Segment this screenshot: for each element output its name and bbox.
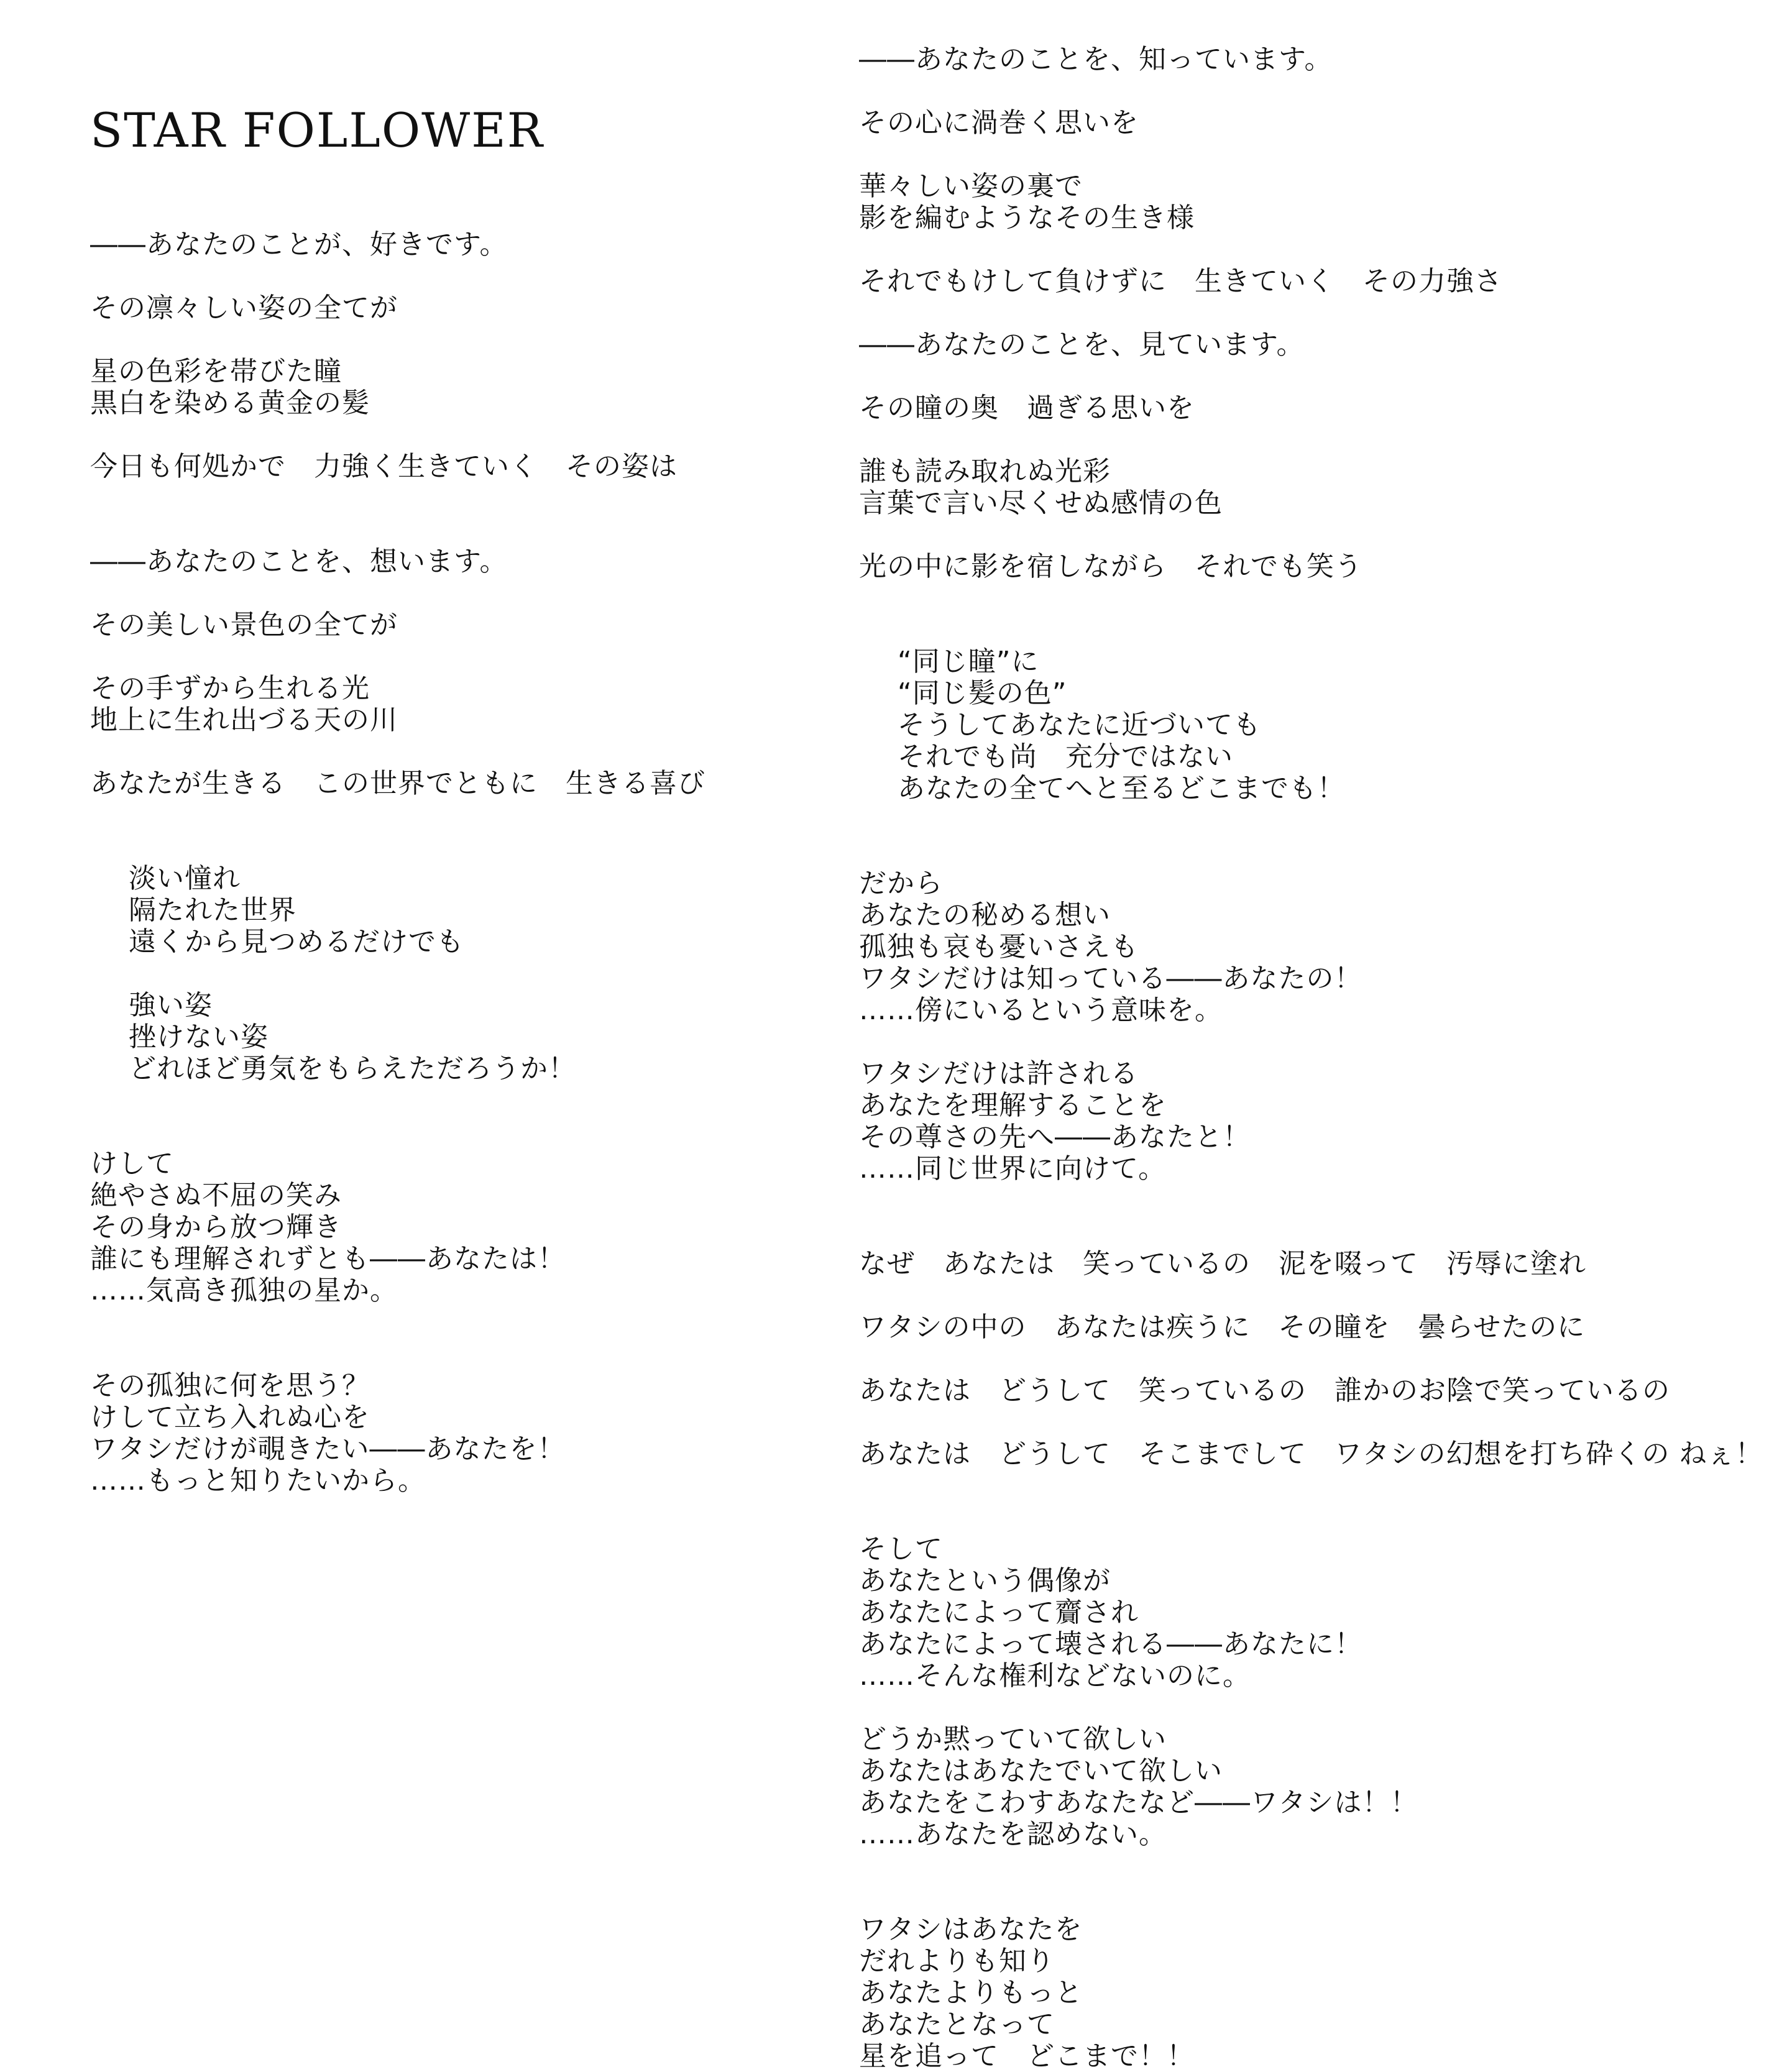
- blank-line: [90, 1084, 836, 1116]
- lyric-line: 光の中に影を宿しながら それでも笑う: [859, 551, 1362, 582]
- lyric-line: その尊さの先へ――あなたと！: [859, 1121, 1251, 1153]
- blank-line: [859, 519, 1766, 551]
- blank-line: [859, 1280, 1766, 1311]
- lyric-line: そして: [859, 1533, 943, 1565]
- lyric-line: 誰にも理解されずとも――あなたは！: [90, 1243, 566, 1275]
- blank-line: [90, 1338, 836, 1370]
- blank-line: [90, 482, 836, 514]
- lyric-line: あなたという偶像が: [859, 1565, 1111, 1597]
- blank-line: [90, 514, 836, 546]
- lyric-line: 今日も何処かで 力強く生きていく その姿は: [90, 451, 678, 482]
- blank-line: [90, 1306, 836, 1338]
- lyric-line: あなたを理解することを: [859, 1089, 1167, 1121]
- lyric-line: ――あなたのことを、想います。: [90, 546, 508, 577]
- lyric-line: それでも尚 充分ではない: [898, 741, 1233, 772]
- blank-line: [859, 139, 1766, 170]
- lyric-line: けして立ち入れぬ心を: [90, 1401, 370, 1433]
- lyric-line: 黒白を染める黄金の髪: [90, 387, 370, 419]
- lyric-line: ……あなたを認めない。: [859, 1818, 1167, 1850]
- blank-line: [859, 75, 1766, 107]
- lyric-line: ――あなたのことを、知っています。: [859, 44, 1333, 75]
- lyric-line: ……もっと知りたいから。: [90, 1465, 426, 1497]
- blank-line: [859, 424, 1766, 456]
- blank-line: [859, 1026, 1766, 1058]
- lyric-line: あなたは どうして 笑っているの 誰かのお陰で笑っているの: [859, 1375, 1670, 1406]
- lyric-line: ――あなたのことが、好きです。: [90, 229, 508, 260]
- lyric-line: あなたよりもっと: [859, 1977, 1083, 2009]
- lyric-line: ――あなたのことを、見ています。: [859, 329, 1305, 360]
- blank-line: [90, 831, 836, 863]
- blank-line: [859, 1501, 1766, 1533]
- blank-line: [859, 804, 1766, 836]
- lyric-line: あなたの全てへと至るどこまでも！: [898, 772, 1345, 804]
- blank-line: [859, 1216, 1766, 1248]
- lyric-line: 言葉で言い尽くせぬ感情の色: [859, 487, 1223, 519]
- blank-line: [90, 1116, 836, 1148]
- blank-line: [859, 297, 1766, 329]
- lyric-line: あなたは どうして そこまでして ワタシの幻想を打ち砕くの ねぇ！: [859, 1438, 1763, 1470]
- lyric-line: その手ずから生れる光: [90, 672, 370, 704]
- blank-line: [90, 641, 836, 672]
- song-title: STAR FOLLOWER: [90, 103, 544, 158]
- lyric-line: 地上に生れ出づる天の川: [90, 704, 398, 736]
- blank-line: [859, 582, 1766, 614]
- blank-line: [90, 577, 836, 609]
- lyric-line: あなたはあなたでいて欲しい: [859, 1755, 1223, 1787]
- lyric-line: だれよりも知り: [859, 1945, 1055, 1977]
- lyric-line: その孤独に何を思う？: [90, 1370, 370, 1401]
- lyric-line: ……気高き孤独の星か。: [90, 1275, 398, 1306]
- lyric-line: ワタシだけが覗きたい――あなたを！: [90, 1433, 566, 1465]
- lyric-line: 絶やさぬ不屈の笑み: [90, 1180, 342, 1211]
- blank-line: [859, 836, 1766, 868]
- lyric-line: そうしてあなたに近づいても: [898, 709, 1261, 741]
- lyric-line: あなたによって壊される――あなたに！: [859, 1628, 1362, 1660]
- blank-line: [859, 360, 1766, 392]
- lyric-line: あなたの秘める想い: [859, 899, 1111, 931]
- lyric-line: あなたとなって: [859, 2009, 1055, 2040]
- lyric-line: ワタシの中の あなたは疾うに その瞳を 曇らせたのに: [859, 1311, 1586, 1343]
- lyric-line: あなたによって齎され: [859, 1597, 1139, 1628]
- lyric-line: “同じ髪の色”: [898, 677, 1067, 709]
- lyrics-left-column: [90, 229, 836, 1497]
- lyric-line: なぜ あなたは 笑っているの 泥を啜って 汚辱に塗れ: [859, 1248, 1586, 1280]
- blank-line: [90, 419, 836, 451]
- lyric-line: 挫けない姿: [129, 1021, 269, 1053]
- blank-line: [90, 324, 836, 355]
- blank-line: [859, 1470, 1766, 1501]
- lyric-line: 孤独も哀も憂いさえも: [859, 931, 1139, 963]
- lyric-line: どうか黙っていて欲しい: [859, 1723, 1167, 1755]
- lyric-line: ワタシだけは許される: [859, 1058, 1139, 1089]
- blank-line: [859, 1882, 1766, 1914]
- lyric-line: 影を編むようなその生き様: [859, 202, 1195, 234]
- blank-line: [90, 736, 836, 768]
- lyric-line: “同じ瞳”に: [898, 646, 1039, 677]
- lyric-line: その心に渦巻く思いを: [859, 107, 1139, 139]
- lyric-line: 隔たれた世界: [129, 894, 296, 926]
- blank-line: [859, 1850, 1766, 1882]
- lyric-line: ワタシはあなたを: [859, 1914, 1083, 1945]
- lyric-line: それでもけして負けずに 生きていく その力強さ: [859, 265, 1502, 297]
- lyric-line: その瞳の奥 過ぎる思いを: [859, 392, 1195, 424]
- blank-line: [90, 260, 836, 292]
- lyric-line: ……傍にいるという意味を。: [859, 994, 1223, 1026]
- lyric-line: ……そんな権利などないのに。: [859, 1660, 1251, 1692]
- blank-line: [90, 799, 836, 831]
- lyric-line: 遠くから見つめるだけでも: [129, 926, 464, 958]
- blank-line: [859, 1406, 1766, 1438]
- lyric-line: 淡い憧れ: [129, 863, 241, 894]
- lyric-line: どれほど勇気をもらえただろうか！: [129, 1053, 576, 1084]
- lyric-line: 星を追って どこまで！！: [859, 2040, 1195, 2072]
- lyric-line: その凛々しい姿の全てが: [90, 292, 398, 324]
- lyric-line: あなたが生きる この世界でともに 生きる喜び: [90, 768, 705, 799]
- blank-line: [859, 234, 1766, 265]
- lyrics-right-column: [859, 44, 1766, 2072]
- lyric-line: 誰も読み取れぬ光彩: [859, 456, 1111, 487]
- lyric-line: 星の色彩を帯びた瞳: [90, 355, 342, 387]
- lyric-line: けして: [90, 1148, 174, 1180]
- blank-line: [90, 958, 836, 989]
- blank-line: [859, 1185, 1766, 1216]
- blank-line: [859, 1692, 1766, 1723]
- lyric-line: 華々しい姿の裏で: [859, 170, 1083, 202]
- lyric-line: あなたをこわすあなたなど――ワタシは！！: [859, 1787, 1418, 1818]
- lyric-line: ……同じ世界に向けて。: [859, 1153, 1167, 1185]
- blank-line: [859, 614, 1766, 646]
- blank-line: [859, 1343, 1766, 1375]
- lyric-line: その美しい景色の全てが: [90, 609, 398, 641]
- lyric-line: だから: [859, 868, 943, 899]
- lyric-line: ワタシだけは知っている――あなたの！: [859, 963, 1362, 994]
- lyric-line: その身から放つ輝き: [90, 1211, 342, 1243]
- lyric-line: 強い姿: [129, 989, 213, 1021]
